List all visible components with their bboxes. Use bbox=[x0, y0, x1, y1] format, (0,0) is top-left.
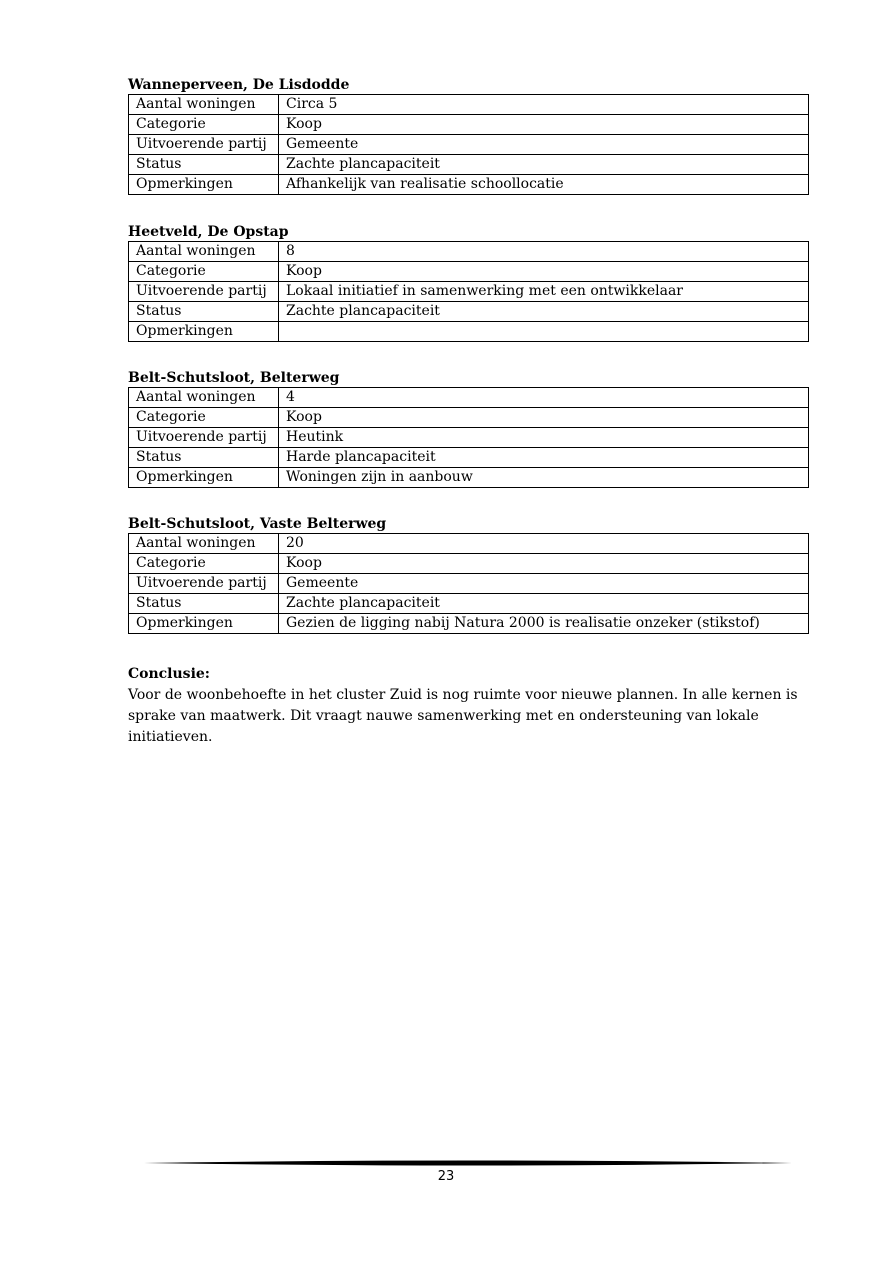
table-row bbox=[129, 428, 809, 448]
info-table bbox=[128, 533, 809, 634]
table-row bbox=[129, 574, 809, 594]
row-label: Uitvoerende partij bbox=[129, 428, 279, 448]
row-value: Woningen zijn in aanbouw bbox=[279, 468, 809, 488]
row-label: Categorie bbox=[129, 115, 279, 135]
row-value: 4 bbox=[279, 388, 809, 408]
row-value: Gemeente bbox=[279, 574, 809, 594]
info-table bbox=[128, 94, 809, 195]
row-label: Uitvoerende partij bbox=[129, 135, 279, 155]
row-label: Uitvoerende partij bbox=[129, 574, 279, 594]
info-table bbox=[128, 241, 809, 342]
row-label: Opmerkingen bbox=[129, 175, 279, 195]
row-label: Aantal woningen bbox=[129, 242, 279, 262]
table-row bbox=[129, 468, 809, 488]
row-label: Uitvoerende partij bbox=[129, 282, 279, 302]
conclusion bbox=[128, 664, 810, 748]
row-value: Harde plancapaciteit bbox=[279, 448, 809, 468]
row-label: Status bbox=[129, 448, 279, 468]
section-heetveld bbox=[128, 224, 809, 342]
row-value: 20 bbox=[279, 534, 809, 554]
row-value: Lokaal initiatief in samenwerking met een ontwikkelaar bbox=[279, 282, 809, 302]
row-value: Gezien de ligging nabij Natura 2000 is realisatie onzeker (stikstof) bbox=[279, 614, 809, 634]
table-row bbox=[129, 614, 809, 634]
row-label: Opmerkingen bbox=[129, 614, 279, 634]
row-label: Categorie bbox=[129, 408, 279, 428]
info-table bbox=[128, 387, 809, 488]
row-label: Opmerkingen bbox=[129, 468, 279, 488]
row-value: Zachte plancapaciteit bbox=[279, 155, 809, 175]
row-label: Categorie bbox=[129, 262, 279, 282]
table-row bbox=[129, 282, 809, 302]
row-value: Gemeente bbox=[279, 135, 809, 155]
section-title: Heetveld, De Opstap bbox=[128, 224, 289, 240]
table-row bbox=[129, 115, 809, 135]
row-label: Status bbox=[129, 302, 279, 322]
section-title: Wanneperveen, De Lisdodde bbox=[128, 77, 350, 93]
row-label: Status bbox=[129, 594, 279, 614]
row-value: Afhankelijk van realisatie schoollocatie bbox=[279, 175, 809, 195]
row-value: 8 bbox=[279, 242, 809, 262]
row-label: Status bbox=[129, 155, 279, 175]
table-row bbox=[129, 594, 809, 614]
row-value: Koop bbox=[279, 408, 809, 428]
table-row bbox=[129, 534, 809, 554]
row-value: Zachte plancapaciteit bbox=[279, 594, 809, 614]
section-belterweg bbox=[128, 370, 809, 488]
table-row bbox=[129, 554, 809, 574]
page-number: 23 bbox=[437, 1169, 455, 1184]
row-value: Koop bbox=[279, 262, 809, 282]
row-value: Circa 5 bbox=[279, 95, 809, 115]
table-row bbox=[129, 135, 809, 155]
table-row bbox=[129, 175, 809, 195]
row-label: Aantal woningen bbox=[129, 95, 279, 115]
row-value: Koop bbox=[279, 115, 809, 135]
row-value: Koop bbox=[279, 554, 809, 574]
table-row bbox=[129, 302, 809, 322]
table-row bbox=[129, 155, 809, 175]
row-label: Aantal woningen bbox=[129, 388, 279, 408]
table-row bbox=[129, 388, 809, 408]
footer-divider bbox=[144, 1157, 792, 1169]
table-row bbox=[129, 95, 809, 115]
table-row bbox=[129, 242, 809, 262]
conclusion-text: Voor de woonbehoefte in het cluster Zuid is nog ruimte voor nieuwe plannen. In alle kernen is sprake van maatwerk. Dit vraagt nauwe samenwerking met en ondersteuning van lokale initiatieven. bbox=[128, 687, 798, 745]
conclusion-heading: Conclusie: bbox=[128, 666, 210, 682]
section-title: Belt-Schutsloot, Vaste Belterweg bbox=[128, 516, 387, 532]
row-value bbox=[279, 322, 809, 342]
row-label: Aantal woningen bbox=[129, 534, 279, 554]
table-row bbox=[129, 322, 809, 342]
section-title: Belt-Schutsloot, Belterweg bbox=[128, 370, 340, 386]
row-label: Categorie bbox=[129, 554, 279, 574]
row-value: Zachte plancapaciteit bbox=[279, 302, 809, 322]
section-vaste-belterweg bbox=[128, 516, 809, 634]
section-wanneperveen bbox=[128, 77, 809, 195]
row-value: Heutink bbox=[279, 428, 809, 448]
table-row bbox=[129, 448, 809, 468]
row-label: Opmerkingen bbox=[129, 322, 279, 342]
table-row bbox=[129, 262, 809, 282]
table-row bbox=[129, 408, 809, 428]
